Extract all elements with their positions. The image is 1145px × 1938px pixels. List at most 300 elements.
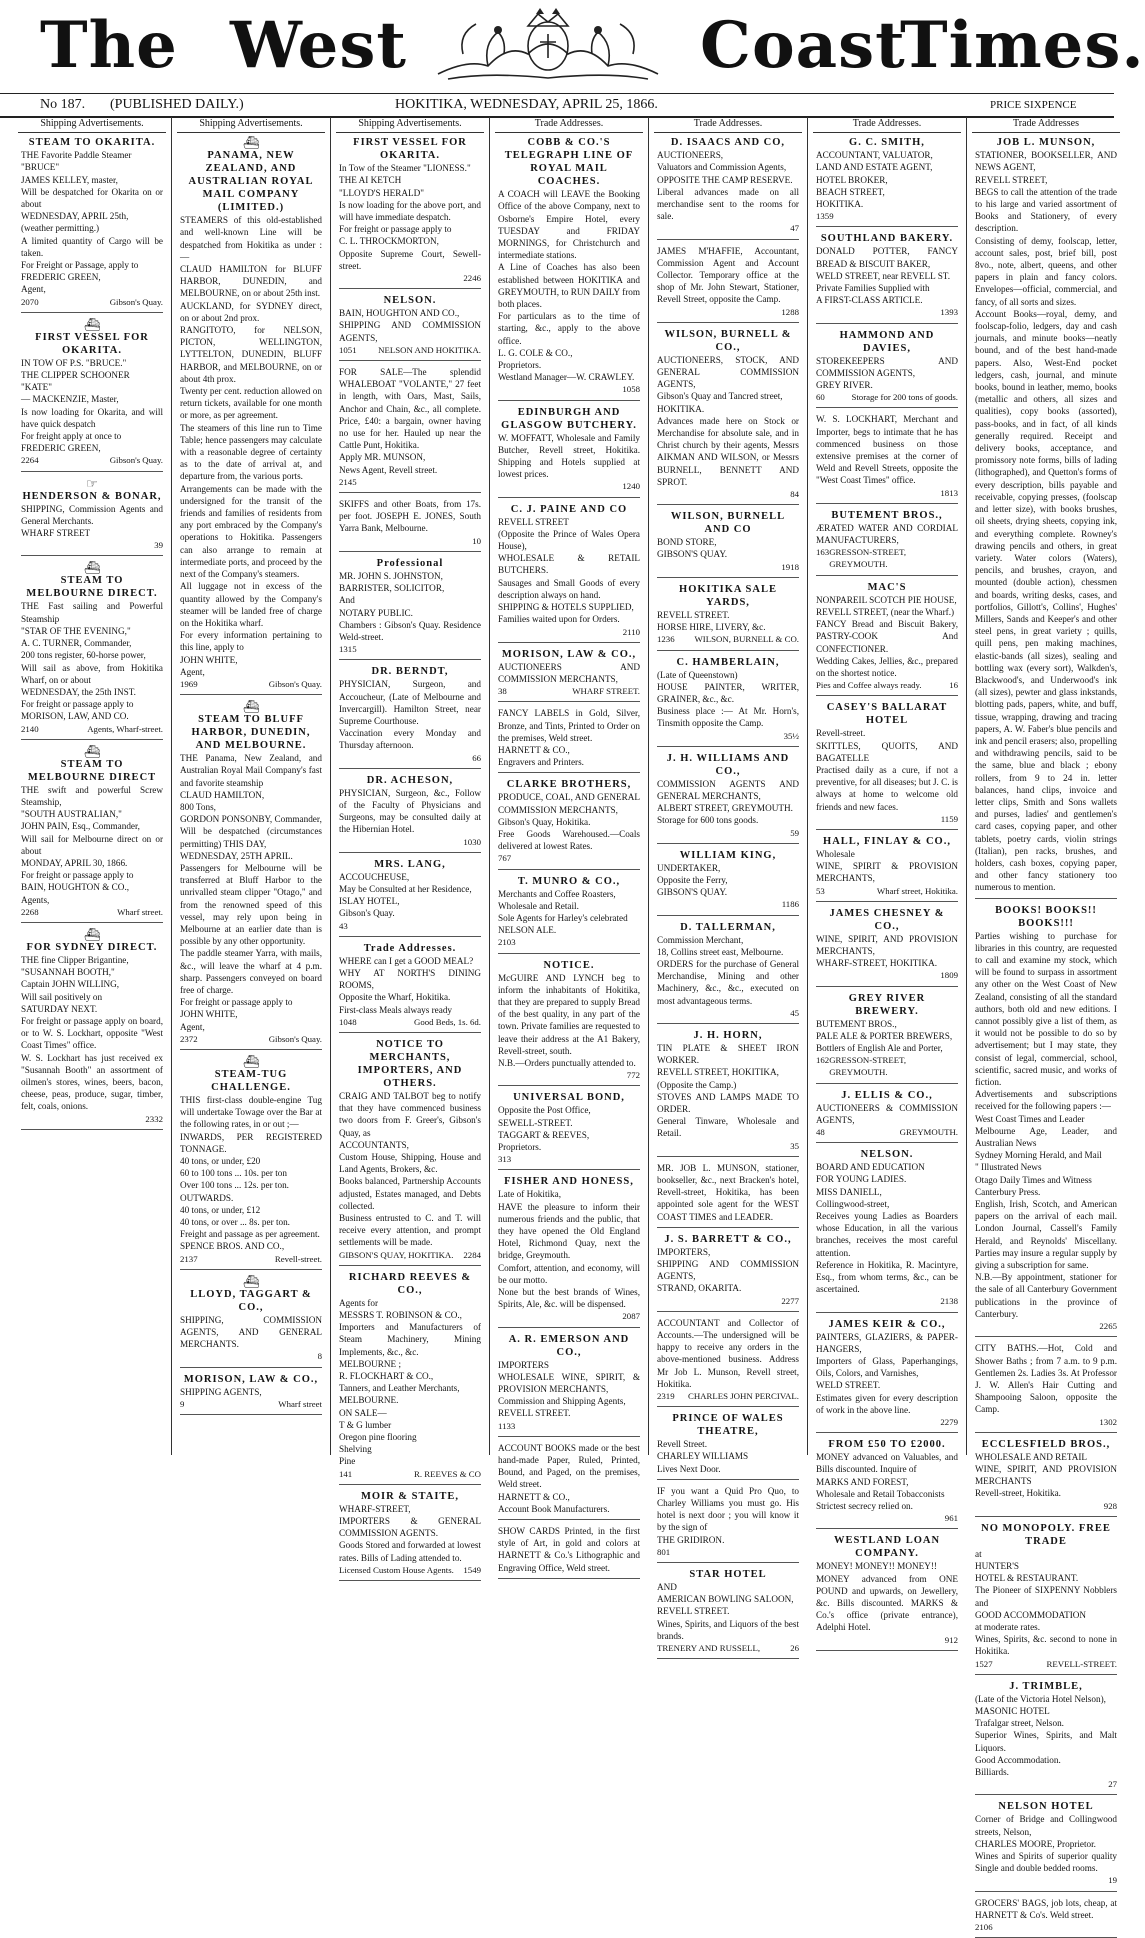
advertisement-heading: J. TRIMBLE, — [1009, 1680, 1083, 1692]
advertisement-heading: NOTICE. — [543, 959, 595, 971]
ad-reference-left: GIBSON'S QUAY, HOKITIKA. — [339, 1249, 454, 1260]
advertisement-footer — [657, 222, 799, 234]
ad-reference-right: Gibson's Quay. — [109, 455, 163, 466]
advertisement — [180, 1055, 322, 1270]
ad-reference-right: WILSON, BURNELL & CO. — [694, 634, 799, 645]
column-5 — [654, 118, 802, 1654]
advertisement-footer — [657, 827, 799, 839]
advertisement-footer — [816, 391, 958, 403]
advertisement-text: TIN PLATE & SHEET IRON WORKER. REVELL STREET, HOKITIKA, (Opposite the Camp.) STOVES AND LAMPS MADE TO ORDER. General Tinware, Wholesale and Retail. — [657, 1042, 799, 1139]
advertisement-footer — [657, 1390, 799, 1402]
masthead-word-west: West — [230, 8, 407, 83]
ad-reference-right: 772 — [626, 1070, 640, 1081]
ad-reference-left: 43 — [339, 920, 348, 931]
advertisement-footer — [975, 1921, 1117, 1933]
advertisement-text: AUCTIONEERS AND COMMISSION MERCHANTS, — [498, 661, 640, 684]
column-rule — [330, 117, 331, 1455]
column-rule — [966, 117, 967, 1455]
advertisement — [498, 1091, 640, 1170]
advertisement-heading: J. H. WILLIAMS AND CO., — [666, 752, 790, 777]
steamship-icon: ⛴ — [242, 1273, 260, 1289]
ad-reference-right: Storage for 200 tons of goods. — [851, 392, 958, 403]
advertisement — [339, 774, 481, 853]
masthead-word-times: Times. — [900, 8, 1145, 83]
advertisement — [975, 1800, 1117, 1891]
advertisement-heading: D. TALLERMAN, — [680, 921, 776, 933]
advertisement — [180, 1373, 322, 1415]
advertisement — [657, 1485, 799, 1563]
advertisement — [657, 136, 799, 239]
column-header: Shipping Advertisements. — [177, 118, 325, 133]
ad-reference-left: Pies and Coffee always ready. — [816, 680, 922, 691]
steamship-icon: ⛴ — [242, 1054, 260, 1069]
advertisement — [21, 928, 163, 1130]
advertisement — [657, 1162, 799, 1228]
advertisement-footer — [498, 480, 640, 492]
ad-reference-left: 1359 — [816, 211, 834, 222]
advertisement-text: IMPORTERS, SHIPPING AND COMMISSION AGENTS, STRAND, OKARITA. — [657, 1246, 799, 1294]
column-3 — [336, 118, 484, 1575]
advertisement-text: (Late of Queenstown) HOUSE PAINTER, WRITER, GRAINER, &c., &c. Business place :— At Mr. Horn's, Tinsmith opposite the Camp. — [657, 669, 799, 729]
advertisement-footer — [657, 306, 799, 318]
advertisement-text: DONALD POTTER, FANCY BREAD & BISCUIT BAKER, WELD STREET, near REVELL ST. Private Families Supplied with A FIRST-CLASS ARTICLE. — [816, 246, 958, 306]
advertisement-text: AUCTIONEERS & COMMISSION AGENTS, — [816, 1102, 958, 1125]
advertisement — [816, 701, 958, 830]
advertisement-text: FANCY LABELS in Gold, Silver, Bronze, and Tints, Printed to Order on the premises, Weld street. HARNETT & CO., Engravers and Printers. — [498, 708, 640, 768]
advertisement-heading: COBB & CO.'S TELEGRAPH LINE OF ROYAL MAIL COACHES. — [504, 137, 634, 188]
column-4 — [495, 118, 643, 1573]
ad-reference-left: 2103 — [498, 937, 516, 948]
advertisement-text: BAIN, HOUGHTON AND CO., SHIPPING AND COMMISSION AGENTS, — [339, 308, 481, 343]
advertisement-text: BOARD AND EDUCATION FOR YOUNG LADIES. MISS DANIELL, Collingwood-street, Receives young Ladies as Boarders whose Education, in all the various branches, receives the most careful attention. Reference in Hokitika, R. Macintyre, Esq., from whom terms, &c., can be ascertained. — [816, 1162, 958, 1295]
ad-reference-left: 2070 — [21, 296, 39, 307]
advertisement-footer — [657, 1295, 799, 1307]
advertisement-heading: BUTEMENT BROS., — [831, 509, 943, 521]
ad-reference-right: 84 — [790, 489, 799, 500]
steamship-icon: ⛴ — [83, 316, 101, 332]
advertisement-heading: HOKITIKA SALE YARDS, — [679, 583, 777, 608]
ad-reference-right: 2277 — [781, 1295, 799, 1306]
advertisement-text: PRODUCE, COAL, AND GENERAL COMMISSION MERCHANTS, Gibson's Quay, Hokitika. Free Goods Warehoused.—Coals delivered at lowest Rates. — [498, 792, 640, 852]
advertisement — [498, 959, 640, 1087]
advertisement-heading: STEAM TO OKARITA. — [28, 137, 156, 149]
ad-reference-right: 1159 — [940, 813, 958, 824]
advertisement-text: THE Favorite Paddle Steamer "BRUCE" JAMES KELLEY, master, Will be despatched for Okarita on or about WEDNESDAY, APRIL 25th, (weather permitting.) A limited quantity of Cargo will be taken. For Freight or Passage, apply to FREDERIC GREEN, Agent, — [21, 150, 163, 295]
advertisement — [339, 942, 481, 1033]
ad-reference-right: Gibson's Quay. — [109, 296, 163, 307]
advertisement — [975, 1522, 1117, 1675]
advertisement-footer — [975, 1320, 1117, 1332]
advertisement-heading: J. ELLIS & CO., — [841, 1089, 933, 1101]
advertisement — [180, 700, 322, 1050]
ad-reference-right: 1813 — [940, 487, 958, 498]
advertisement-footer — [816, 1416, 958, 1428]
advertisement-heading: BOOKS! BOOKS!! BOOKS!!! — [995, 904, 1097, 929]
advertisement — [339, 858, 481, 937]
advertisement — [816, 232, 958, 323]
advertisement-text: THE fine Clipper Brigantine, "SUSANNAH BOOTH," Captain JOHN WILLING, Will sail positively on SATURDAY NEXT. For freight or passage apply on board, or to W. S. Lockhart, opposite "West Coast Times" office. W. S. Lockhart has just received ex "Susannah Booth" an assortment of oilmen's stores, wines, beers, bacon, cheese, peas, produce, sugar, timber, felt, coals, onions. — [21, 954, 163, 1112]
published-note: (PUBLISHED DAILY.) — [110, 97, 244, 112]
ad-reference-right: Good Beds, 1s. 6d. — [414, 1016, 481, 1027]
column-7 — [972, 118, 1120, 1933]
ad-reference-right: 27 — [1108, 1779, 1117, 1790]
advertisement-footer — [816, 1054, 958, 1078]
advertisement-heading: PRINCE OF WALES THEATRE, — [672, 1413, 784, 1438]
advertisement-text: REVELL STREET. HORSE HIRE, LIVERY, &c. — [657, 609, 766, 633]
ad-reference-left: 141 — [339, 1468, 353, 1479]
advertisement-text: PHYSICIAN, Surgeon, &c., Follow of the Faculty of Physicians and Surgeons, may be consulted daily at the Hibernian Hotel. — [339, 787, 481, 835]
advertisement-text: W. S. LOCKHART, Merchant and Importer, begs to intimate that he has commenced business on those extensive premises at the corner of Weld and Revell Streets, opposite the "West Coast Times" office. — [816, 414, 958, 486]
advertisement — [498, 136, 640, 400]
ad-reference-right: 8 — [317, 1351, 322, 1362]
advertisement-heading: Professional — [376, 557, 444, 569]
advertisement — [180, 136, 322, 695]
advertisement-heading: T. MUNRO & CO., — [517, 875, 621, 887]
ad-reference-left: 2268 — [21, 906, 39, 917]
advertisement-text: SHIPPING, Commission Agents and General Merchants. WHARF STREET — [21, 503, 163, 539]
ad-reference-left: 162 — [816, 1055, 830, 1066]
advertisement-text: In Tow of the Steamer "LIONESS." THE AI KETCH "LLOYD'S HERALD" Is now loading for the above port, and will have immediate despatch. For freight or passage apply to C. L. THROCKMORTON, Opposite Supreme Court, Sewell-street. — [339, 163, 481, 271]
ad-reference-left: 9 — [180, 1398, 185, 1409]
advertisement — [975, 1342, 1117, 1432]
advertisement-footer — [339, 1468, 481, 1480]
ad-reference-right: Wharf street, Hokitika. — [876, 885, 958, 896]
ad-reference-left: 1527 — [975, 1658, 993, 1669]
ad-reference-right: GREYMOUTH. — [899, 1126, 958, 1137]
ad-reference-right: 912 — [944, 1634, 958, 1645]
column-header: Shipping Advertisements. — [18, 118, 166, 133]
ad-reference-right: 1393 — [940, 307, 958, 318]
advertisement — [657, 328, 799, 505]
advertisement-text: SKIFFS and other Boats, from 17s. per foot. JOSEPH E. JONES, South Yarra Bank, Melbourne. — [339, 499, 481, 534]
advertisement-text: AUCTIONEERS, Valuators and Commission Agents, OPPOSITE THE CAMP RESERVE. Liberal advances made on all merchandise sent to the rooms for sale. — [657, 150, 799, 222]
advertisement-text: PAINTERS, GLAZIERS, & PAPER-HANGERS, Importers of Glass, Paperhangings, Oils, Colors, and Varnishes, WELD STREET. Estimates given for every description of work in the above line. — [816, 1331, 958, 1415]
advertisement-text: REVELL STREET (Opposite the Prince of Wales Opera House), WHOLESALE & RETAIL BUTCHERS. Sausages and Small Goods of every description always on hand. SHIPPING & HOTELS SUPPLIED, Families waited upon for Orders. — [498, 516, 640, 625]
ad-reference-right: Wharf street — [278, 1398, 322, 1409]
dateline — [0, 93, 1114, 118]
advertisement-heading: HENDERSON & BONAR, — [22, 490, 162, 502]
ad-reference-right: 47 — [790, 223, 799, 234]
advertisement-text: STATIONER, BOOKSELLER, AND NEWS AGENT, REVELL STREET, BEGS to call the attention of the trade to his large and varied assortment of Books and Stationery, of every description. Consisting of demy, foolscap, letter, account sales, post, brief bill, post 8vo., note, albert, queens, and other papers in plain and fancy colors. Envelopes—official, commercial, and fancy, of all sorts and sizes. Account Books—royal, demy, and foolscap-folio, ledgers, day and cash journals, and minute books—neatly bound, and of the best hand-made papers. Also, West-End pocket ledgers, cash, journal, and minute books, bound in leather, memo, books (metallic and others, all sizes and qualities), copy books (assorted), pass-books, and in fact, of all kinds generally required. Receipt and delivery books, acceptance, and promissory note forms, bills of lading (lithographed), and Quetton's forms of every description, bills payable and receivable, copying presses, (foolscap and letter size), with books brushes, oil sheets, drying sheets, copying ink, and everything complete. Rowney's drawing pencils and others, in great variety. Water colors (Waters), pencils, and brushes, crayon, and mounted (double action), chessmen and boards, writing desks, cases, and portfolios, Gillott's, Collins', Hughes' Millers, Sands and Keeper's and other steel pens, in great variety ; quills, quill pens, pen making machines, elastic-bands (all sizes), sealing and bottling wax (every sort), Walkden's, Blackwood's, and Underwood's ink (all sizes), pewter and glass inkstands, blotting pads, papers, white, and buff, tissue, wrapping, drawing and tracing papers, A. W. Faber's blue pencils and ink and pencil erasers; also, propelling and withdrawing pencils, said to be the same, blue and black ; ebony rollers, from 9 to 24 in. letter balances, hand clips, invoice and letter clips, Smith and Sons wallets and purses, ladies' and gentlemen's card cases, copying paper, and other tablets, poetry cards, violin strings (Italian), pen racks, brushes, and holders, cash boxes, copying paper, and other fancy stationery too numerous to mention. — [975, 150, 1117, 893]
advertisement-heading: D. ISAACS AND CO, — [670, 137, 786, 149]
advertisement-heading: LLOYD, TAGGART & CO., — [190, 1288, 312, 1313]
advertisement-text: UNDERTAKER, Opposite the Ferry, GIBSON'S QUAY. — [657, 862, 728, 898]
column-1 — [18, 118, 166, 1454]
advertisement-footer — [339, 836, 481, 848]
advertisement-footer — [498, 1310, 640, 1322]
ad-reference-left: 1969 — [180, 678, 198, 689]
masthead — [0, 0, 1145, 90]
advertisement — [498, 778, 640, 869]
advertisement-text: WHOLESALE AND RETAIL WINE, SPIRIT, AND PROVISION MERCHANTS Revell-street, Hokitika. — [975, 1451, 1117, 1499]
advertisement-heading: DR. ACHESON, — [366, 774, 454, 786]
advertisement — [816, 1438, 958, 1529]
ad-reference-left: TRENERY AND RUSSELL, — [657, 1643, 761, 1654]
advertisement-heading: C. HAMBERLAIN, — [676, 656, 780, 668]
advertisement-footer — [21, 296, 163, 308]
issue-number: No 187. — [40, 97, 86, 112]
ad-reference-left: 1048 — [339, 1016, 357, 1027]
advertisement-footer — [180, 1033, 322, 1045]
advertisement-text: ACCOUNT BOOKS made or the best hand-made Paper, Ruled, Printed, Bound, and Paged, on the premises, Weld street. HARNETT & CO., Account Book Manufacturers. — [498, 1442, 640, 1514]
advertisement-heading: SOUTHLAND BAKERY. — [820, 233, 954, 245]
advertisement-footer — [975, 1416, 1117, 1428]
advertisement-heading: HALL, FINLAY & CO., — [823, 835, 951, 847]
advertisement-text: STEAMERS of this old-established and well-known Line will be despatched from Hokitika as under :— CLAUD HAMILTON for BLUFF HARBOR, DUNEDIN, and MELBOURNE, on or about 25th inst. AUCKLAND, for SYDNEY direct, on or about 2nd prox. RANGITOTO, for NELSON, PICTON, WELLINGTON, LYTTELTON, DUNEDIN, BLUFF HARBOR, and MELBOURNE, on or about 4th prox. Twenty per cent. reduction allowed on return tickets, available for one month or more, as per agreement. The steamers of this line run to Time Table; hence passengers may calculate with a reasonable degree of certainty as to the date of arrival at, and departure from, the various ports. Arrangements can be made with the undersigned for the transit of the friends and families of residents from any port embraced by the Company's operations to Hokitika. Passengers can also arrange to remain at intermediate ports, and proceed by the next of the Company's steamers. All luggage not in excess of the quantity allowed by the Company's steamer will be landed free of charge on the Hokitika wharf. For every information pertaining to this line, apply to JOHN WHITE, Agent, — [180, 215, 322, 677]
ad-reference-right: CHARLES JOHN PERCIVAL. — [687, 1391, 799, 1402]
ad-reference-right: 1288 — [781, 306, 799, 317]
advertisement-heading: STAR HOTEL — [689, 1569, 767, 1581]
advertisement-text: Commission Merchant, 18, Collins street east, Melbourne. ORDERS for the purchase of General Merchandise, Mining and other Machinery, &c., &c., executed on most advantageous terms. — [657, 934, 799, 1006]
advertisement — [816, 136, 958, 227]
advertisement-footer — [498, 1069, 640, 1081]
advertisement-heading: NELSON HOTEL — [998, 1801, 1094, 1813]
ad-reference-right: 2284 — [463, 1249, 481, 1260]
steamship-icon: ⛴ — [242, 699, 260, 715]
advertisement-footer — [498, 1153, 640, 1165]
advertisement-text: FOR SALE—The splendid WHALEBOAT "VOLANTE," 27 feet in length, with Oars, Mast, Sails, Anchor and Chain, &c., all complete. Price, £40: a bargain, owner having no use for her. Hauled up near the Cattle Punt, Hokitika. Apply MR. MUNSON, News Agent, Revell street. — [339, 367, 481, 475]
advertisement — [498, 875, 640, 954]
ad-reference-right: 2110 — [622, 626, 640, 637]
advertisement — [339, 366, 481, 493]
advertisement-text: CITY BATHS.—Hot, Cold and Shower Baths ; from 7 a.m. to 9 p.m. Gentlemen 2s. Ladies 3s. At Professor J. W. Allen's Hair Cutting and Shampooing Saloon, opposite the Camp. — [975, 1343, 1117, 1415]
advertisement-footer — [816, 1512, 958, 1524]
ad-reference-right: WHARF STREET. — [572, 686, 640, 697]
advertisement-heading: WILLIAM KING, — [679, 849, 777, 861]
advertisement — [816, 992, 958, 1084]
advertisement-text: Late of Hokitika, HAVE the pleasure to inform their numerous friends and the public, that they have opened the Old England Hotel, Richmond Quay, next the bridge, Greymouth. Comfort, attention, and economy, will be our motto. None but the best brands of Wines, Spirits, Ale, &c. will be dispensed. — [498, 1189, 640, 1310]
ad-reference-right: REVELL-STREET. — [1046, 1658, 1117, 1669]
steamship-icon: ⛴ — [83, 560, 101, 576]
ad-reference-right: 1240 — [622, 481, 640, 492]
advertisement-heading: JAMES CHESNEY & CO., — [829, 907, 945, 932]
ad-reference-left: 38 — [498, 686, 507, 697]
advertisement-text: WINE, SPIRIT, AND PROVISION MERCHANTS, WHARF-STREET, HOKITIKA. — [816, 933, 958, 969]
ad-reference-right: 2138 — [940, 1296, 958, 1307]
ad-reference-left: 1315 — [339, 644, 357, 655]
advertisement-footer — [180, 1253, 322, 1265]
advertisement-footer — [21, 1113, 163, 1125]
advertisement-text: Corner of Bridge and Collingwood streets, Nelson, CHARLES MOORE, Proprietor. Wines and Spirits of superior quality Single and double bedded rooms. — [975, 1814, 1117, 1874]
advertisement-heading: MRS. LANG, — [374, 858, 446, 870]
advertisement-text: JAMES M'HAFFIE, Accountant, Commission Agent and Account Collector. Temporary office at the shop of Mr. John Stewart, Stationer, Revell Street, opposite the Camp. — [657, 245, 799, 305]
advertisement — [180, 1275, 322, 1368]
advertisement-footer — [339, 344, 481, 356]
advertisement-text: MONEY! MONEY!! MONEY!! MONEY advanced from ONE POUND and upwards, on Jewellery, &c. Bills discounted. MARKS & Co.'s office (private entrance), Adelphi Hotel. — [816, 1561, 958, 1633]
advertisement — [498, 406, 640, 498]
ad-reference-left: 2140 — [21, 723, 39, 734]
advertisement-text: Parties wishing to purchase for libraries in this country, are requested to call and examine my stock, which will be found to surpass in assortment any other on the West Coast of New Zealand, consisting of all the standard authors, both old and new editions. I cannot possibly give a list of them, as it would not be possible to do so by advertisement; but I may state, they consist of legal, commercial, school, scientific, sacred music, and works of fiction. Advertisements and subscriptions received for the following papers :— West Coast Times and Leader Melbourne Age, Leader, and Australian News Sydney Morning Herald, and Mail " Illustrated News Otago Daily Times and Witness Canterbury Press. English, Irish, Scotch, and American papers on the arrival of each mail. London Journal, Cassell's Family Herald, and Reynolds' Miscellany. Parties may insure a regular supply by giving a subscription for same. N.B.—By appointment, stationer for the sale of all Canterbury Government publications in the province of Canterbury. — [975, 930, 1117, 1319]
ad-reference-right: 39 — [154, 540, 163, 551]
advertisement-text: THIS first-class double-engine Tug will undertake Towage over the Bar at the following rates, in or out ;— INWARDS, PER REGISTERED TONNAGE. 40 tons, or under, £20 60 to 100 tons ... 10s. per ton Over 100 tons ... 12s. per ton. OUTWARDS. 40 tons, or under, £12 40 tons, or over ... 8s. per ton. Freight and passage as per agreement. SPENCE BROS. AND CO., — [180, 1095, 322, 1252]
advertisement — [816, 1089, 958, 1144]
ad-reference-right: Gibson's Quay. — [268, 678, 322, 689]
advertisement-text: SHIPPING, COMMISSION AGENTS, AND GENERAL MERCHANTS. — [180, 1314, 322, 1350]
advertisement — [21, 318, 163, 472]
ad-reference-right: GRESSON-STREET, GREYMOUTH. — [829, 547, 907, 570]
advertisement-footer — [498, 936, 640, 948]
advertisement-footer — [180, 1398, 322, 1410]
ad-reference-right: 1030 — [463, 836, 481, 847]
ad-reference-right: 1918 — [781, 561, 799, 572]
ad-reference-left: 2264 — [21, 455, 39, 466]
advertisement — [498, 503, 640, 643]
advertisement-footer — [21, 539, 163, 551]
advertisement-heading: FIRST VESSEL FOR OKARITA. — [35, 331, 149, 356]
advertisement — [657, 583, 799, 651]
advertisement-text: Opposite the Post Office, SEWELL-STREET. TAGGART & REEVES, Proprietors. — [498, 1105, 591, 1152]
advertisement-text: MR. JOB L. MUNSON, stationer, bookseller, &c., next Bracken's hotel, Revell-street, Hokitika, has been appointed sole agent for the WEST COAST TIMES and LEADER. — [657, 1162, 799, 1222]
advertisement-text: PHYSICIAN, Surgeon, and Accoucheur, (Late of Melbourne and Invercargill). Hamilton Street, near Supreme Courthouse. Vaccination every Monday and Thursday afternoon. — [339, 679, 481, 751]
column-header: Trade Addresses. — [495, 118, 643, 133]
advertisement — [657, 921, 799, 1024]
advertisement-text: ACCOUCHEUSE, May be Consulted at her Residence, ISLAY HOTEL, Gibson's Quay. — [339, 871, 472, 919]
advertisement-text: McGUIRE AND LYNCH beg to inform the inhabitants of Hokitika, that they are prepared to supply Bread of the best quality, in any part of the town. Private families are requested to leave their address at the A1 Bakery, Revell-street, south. N.B.—Orders punctually attended to. — [498, 972, 640, 1068]
advertisement-footer — [816, 210, 958, 222]
advertisement-text: Revell Street. CHARLEY WILLIAMS Lives Next Door. — [657, 1439, 749, 1474]
column-rule — [807, 117, 808, 1455]
advertisement — [657, 1412, 799, 1480]
advertisement-heading: FIRST VESSEL FOR OKARITA. — [353, 137, 467, 162]
advertisement-footer — [816, 1295, 958, 1307]
advertisement-text: NONPAREIL SCOTCH PIE HOUSE, REVELL STREET, (near the Wharf.) FANCY Bread and Biscuit Bakery, PASTRY-COOK And CONFECTIONER. Wedding Cakes, Jellies, &c., prepared on the shortest notice. — [816, 594, 958, 678]
advertisement — [657, 849, 799, 916]
advertisement — [339, 1038, 481, 1266]
advertisement-footer — [498, 383, 640, 395]
advertisement-text: SHIPPING AGENTS, — [180, 1386, 262, 1397]
advertisement — [657, 1233, 799, 1312]
advertisement-text: MONEY advanced on Valuables, and Bills discounted. Inquire of MARKS AND FOREST, Wholesale and Retail Tobacconists Strictest secrecy relied on. — [816, 1452, 958, 1512]
advertisement-text: IF you want a Quid Pro Quo, to Charley Williams you must go. His hotel is next door ; you will know it by the sign of THE GRIDIRON. — [657, 1485, 799, 1545]
pointing-hand-icon: ☞ — [86, 475, 98, 491]
ad-reference-right: GRESSON-STREET, GREYMOUTH. — [829, 1055, 907, 1078]
advertisement-text: SHOW CARDS Printed, in the first style of Art, in gold and colors at HARNETT & Co.'s Lithographic and Engraving Office, Weld street. — [498, 1526, 640, 1573]
advertisement — [21, 136, 163, 313]
advertisement-text: STOREKEEPERS AND COMMISSION AGENTS, GREY RIVER. — [816, 355, 958, 391]
advertisement — [816, 835, 958, 902]
column-2 — [177, 118, 325, 1454]
advertisement-heading: STEAM TO MELBOURNE DIRECT. — [26, 575, 158, 600]
ad-reference-right: 59 — [790, 827, 799, 838]
advertisement-footer — [498, 1420, 640, 1432]
ad-reference-right: 35 — [790, 1140, 799, 1151]
column-rule — [171, 117, 172, 1455]
ad-reference-right: Agents, Wharf-street. — [87, 723, 163, 734]
advertisement-text: at HUNTER'S HOTEL & RESTAURANT. The Pioneer of SIXPENNY Nobblers and GOOD ACCOMMODATION at moderate rates. Wines, Spirits, &c. second to none in Hokitika. — [975, 1548, 1117, 1657]
ad-reference-right: 2246 — [463, 273, 481, 284]
advertisement-heading: MOIR & STAITE, — [360, 1490, 460, 1502]
advertisement — [816, 509, 958, 576]
advertisement-text: ACCOUNTANT, VALUATOR, LAND AND ESTATE AGENT, HOTEL BROKER, BEACH STREET, HOKITIKA. — [816, 150, 933, 210]
advertisement-text: WHARF-STREET, IMPORTERS & GENERAL COMMISSION AGENTS. Goods Stored and forwarded at lowest rates. Bills of Lading attended to. — [339, 1503, 481, 1563]
price: PRICE SIXPENCE — [990, 99, 1077, 111]
advertisement-heading: J. H. HORN, — [693, 1029, 763, 1041]
ad-reference-left: 2319 — [657, 1391, 675, 1402]
advertisement — [498, 1442, 640, 1520]
advertisement-footer — [657, 730, 799, 742]
crest-icon — [428, 4, 668, 86]
ad-reference-right: 2265 — [1099, 1321, 1117, 1332]
advertisement-heading: FOR SYDNEY DIRECT. — [26, 941, 158, 953]
advertisement-footer — [339, 1016, 481, 1028]
ad-reference-right: 35½ — [783, 730, 799, 741]
advertisement-text: GROCERS' BAGS, job lots, cheap, at HARNETT & Co's. Weld street. — [975, 1897, 1117, 1920]
ad-reference-left: 1051 — [339, 344, 357, 355]
advertisement — [657, 245, 799, 323]
advertisement-heading: MORISON, LAW & CO., — [501, 648, 637, 660]
advertisement-text: IN TOW OF P.S. "BRUCE." THE CLIPPER SCHOONER "KATE" — MACKENZIE, Master, Is now loading for Okarita, and will have quick despatch For freight apply at once to FREDERIC GREEN, — [21, 357, 163, 454]
advertisement — [657, 1029, 799, 1157]
advertisement-footer — [657, 1007, 799, 1019]
advertisement-text: THE swift and powerful Screw Steamship, "SOUTH AUSTRALIAN," JOHN PAIN, Esq., Commander, Will sail for Melbourne direct on or about MONDAY, APRIL 30, 1866. For freight or passage apply to BAIN, HOUGHTON & CO., Agents, — [21, 784, 163, 905]
advertisement-text: WHERE can I get a GOOD MEAL? WHY AT NORTH'S DINING ROOMS, Opposite the Wharf, Hokitika. First-class Meals always ready — [339, 955, 481, 1015]
advertisement — [816, 329, 958, 409]
advertisement — [816, 907, 958, 987]
ad-reference-right: 2332 — [145, 1113, 163, 1124]
advertisement — [657, 1317, 799, 1407]
ad-reference-left: 313 — [498, 1154, 512, 1165]
advertisement-text: IMPORTERS WHOLESALE WINE, SPIRIT, & PROVISION MERCHANTS, Commission and Shipping Agents, REVELL STREET. — [498, 1359, 640, 1419]
advertisement — [975, 1680, 1117, 1796]
advertisement-heading: CASEY'S BALLARAT HOTEL — [826, 702, 948, 727]
advertisement-text: CRAIG AND TALBOT beg to notify that they have commenced business two doors from F. Greer's, Gibson's Quay, as ACCOUNTANTS, Custom House, Shipping, House and Land Agents, Brokers, &c. Books balanced, Partnership Accounts adjusted, Estates managed, and Debts collected. Business entrusted to C. and T. will receive every attention, and prompt settlements will be made. — [339, 1090, 481, 1248]
advertisement-footer — [339, 752, 481, 764]
advertisement-heading: WILSON, BURNELL & CO., — [664, 328, 792, 353]
advertisement — [975, 1438, 1117, 1517]
advertisement-heading: A. R. EMERSON AND CO., — [508, 1333, 630, 1358]
ad-reference-right: 961 — [944, 1513, 958, 1524]
advertisement-footer — [816, 1126, 958, 1138]
advertisement — [657, 510, 799, 578]
advertisement-text: Wholesale WINE, SPIRIT & PROVISION MERCHANTS, — [816, 848, 958, 884]
advertisement-footer — [339, 272, 481, 284]
advertisement — [21, 477, 163, 557]
advertisement — [816, 413, 958, 503]
advertisement — [339, 136, 481, 289]
advertisement-text: MR. JOHN S. JOHNSTON, BARRISTER, SOLICITOR, And NOTARY PUBLIC. Chambers : Gibson's Quay. Residence Weld-street. — [339, 570, 481, 642]
advertisement-heading: G. C. SMITH, — [849, 137, 925, 149]
advertisement-footer — [816, 1634, 958, 1646]
advertisement-footer — [657, 633, 799, 645]
advertisement — [816, 1534, 958, 1650]
advertisement-heading: JAMES KEIR & CO., — [828, 1318, 946, 1330]
ad-reference-left: 801 — [657, 1546, 671, 1557]
advertisement — [21, 745, 163, 923]
ad-reference-right: 1058 — [622, 384, 640, 395]
ad-reference-left: 767 — [498, 853, 512, 864]
advertisement — [657, 1568, 799, 1659]
advertisement-footer — [498, 626, 640, 638]
advertisement-footer — [657, 1140, 799, 1152]
advertisement-heading: NO MONOPOLY. FREE TRADE — [981, 1522, 1111, 1547]
ad-reference-right: 66 — [472, 752, 481, 763]
advertisement-footer — [498, 852, 640, 864]
advertisement — [975, 136, 1117, 898]
advertisement-footer — [816, 306, 958, 318]
advertisement — [339, 498, 481, 552]
advertisement-heading: NELSON. — [383, 295, 437, 307]
masthead-word-coast: Coast — [700, 8, 906, 83]
ad-reference-right: NELSON AND HOKITIKA. — [378, 344, 481, 355]
advertisement-text: BUTEMENT BROS., PALE ALE & PORTER BREWERS, Bottlers of English Ale and Porter, — [816, 1018, 953, 1053]
advertisement — [975, 904, 1117, 1338]
steamship-icon: ⛴ — [83, 743, 101, 759]
column-rule — [489, 117, 490, 1455]
ad-reference-left: Licensed Custom House Agents. — [339, 1564, 454, 1575]
advertisement-text: Revell-street. SKITTLES, QUOITS, AND BAGATELLE Practised daily as a cure, if not a preventive, for all diseases; but J. C. is always at home to welcome old friends and new faces. — [816, 728, 958, 812]
advertisement-footer — [816, 969, 958, 981]
steamship-icon: ⛴ — [83, 926, 101, 942]
